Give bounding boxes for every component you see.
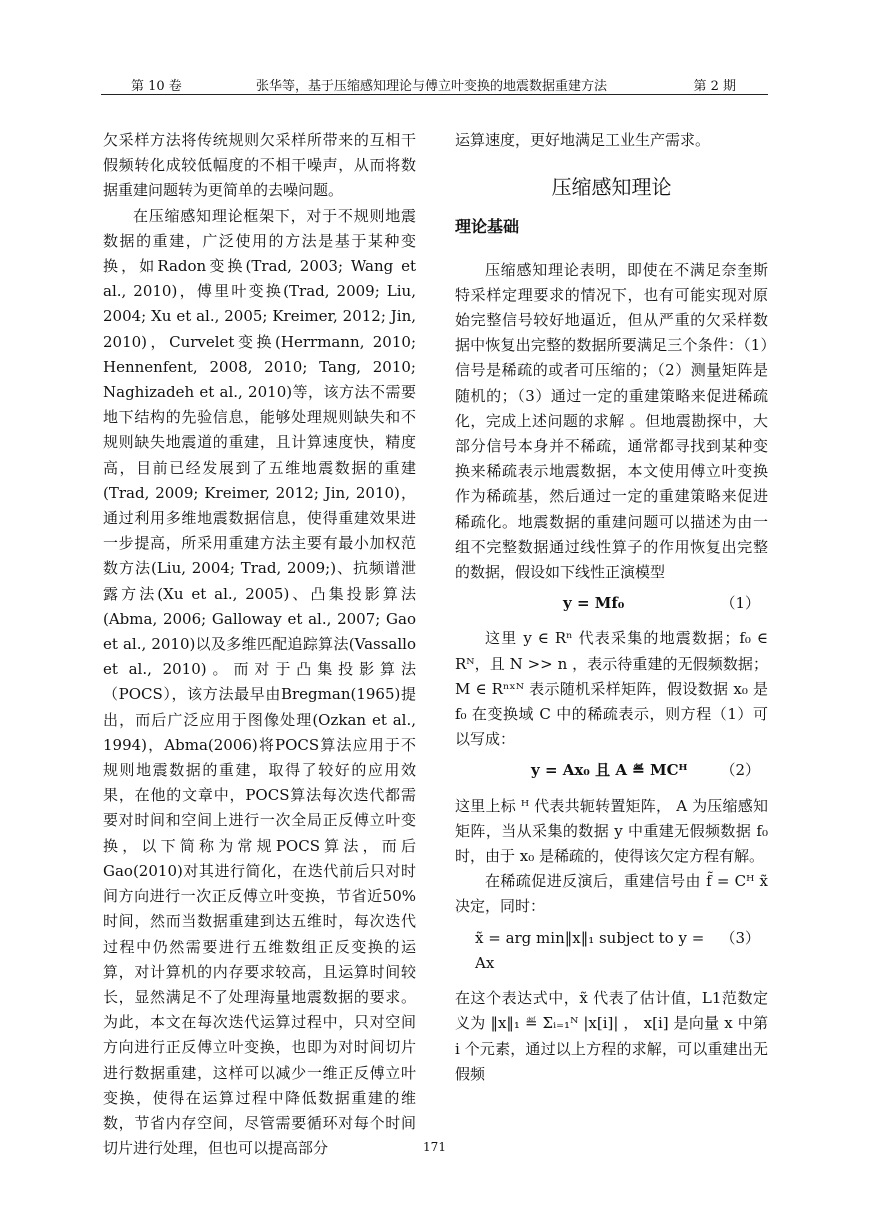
- paragraph: 在这个表达式中，x̃ 代表了估计值，L1范数定义为 ‖x‖₁ ≝ Σᵢ₌₁ᴺ |x[i]| ， x[i] 是向量 x 中第 i 个元素，通过以上方程的求解，可以重建出无假频: [455, 989, 768, 1083]
- running-title: 张华等，基于压缩感知理论与傅立叶变换的地震数据重建方法: [256, 79, 608, 94]
- paragraph: 欠采样方法将传统规则欠采样所带来的互相干假频转化成较低幅度的不相干噪声，从而将数据重建问题转为更简单的去噪问题。: [103, 131, 416, 200]
- subsection-title: 理论基础: [455, 217, 520, 237]
- equation-body: y = Ax₀ 且 A ≝ MCᴴ: [531, 761, 688, 780]
- left-column: [103, 128, 416, 1161]
- paragraph: 这里 y ∈ Rⁿ 代表采集的地震数据；f₀ ∈ Rᴺ，且 N >> n ，表示待重建的无假频数据；M ∈ Rⁿˣᴺ 表示随机采样矩阵，假设数据 x₀ 是 f₀ 在变换域 C 中的稀疏表示，则方程（1）可以写成：: [455, 629, 768, 749]
- paragraph: 压缩感知理论表明，即使在不满足奈奎斯特采样定理要求的情况下，也有可能实现对原始完整信号较好地逼近，但从严重的欠采样数据中恢复出完整的数据所要满足三个条件：（1）信号是稀疏的或者可压缩的；（2）测量矩阵是随机的；（3）通过一定的重建策略来促进稀疏化，完成上述问题的求解 。但地震勘探中，大部分信号本身并不稀疏，通常都寻找到某种变换来稀疏表示地震数据，本文使用傅立叶变换作为稀疏基，然后通过一定的重建策略来促进稀疏化。地震数据的重建问题可以描述为由一组不完整数据通过线性算子的作用恢复出完整的数据，假设如下线性正演模型: [455, 260, 768, 582]
- equation-number: （3）: [720, 928, 760, 947]
- equation-3: [455, 926, 768, 976]
- equation-body: y = Mf₀: [563, 594, 625, 613]
- paragraph: 在稀疏促进反演后，重建信号由 f̃ = Cᴴ x̃ 决定，同时：: [455, 872, 768, 916]
- page-number: 171: [423, 1140, 446, 1154]
- paragraph: 这里上标 ᴴ 代表共轭转置矩阵， A 为压缩感知矩阵，当从采集的数据 y 中重建无假频数据 f₀ 时，由于 x₀ 是稀疏的，使得该欠定方程有解。: [455, 796, 768, 866]
- paragraph: 运算速度，更好地满足工业生产需求。: [455, 131, 711, 149]
- equation-number: （1）: [720, 594, 760, 613]
- issue-label: 第 2 期: [693, 79, 736, 94]
- volume-label: 第 10 卷: [131, 79, 182, 94]
- running-header: [101, 72, 768, 95]
- equation-number: （2）: [720, 761, 760, 780]
- equation-2: [455, 758, 768, 783]
- right-column: [455, 128, 768, 1087]
- equation-body: x̃ = arg min‖x‖₁ subject to y = Ax: [475, 928, 705, 972]
- section-title: 压缩感知理论: [551, 175, 672, 200]
- equation-1: [455, 591, 768, 616]
- paragraph: 在压缩感知理论框架下，对于不规则地震数据的重建，广泛使用的方法是基于某种变换，如Radon变换(Trad, 2003; Wang et al., 2010)，傅里叶变换(Trad, 2009; Liu, 2004; Xu et al., 2005; Kreimer, 2012; Jin, 2010)，Curvelet变换(Herrmann, 2010; Hennenfent, 2008, 2010; Tang, 2010; Naghizadeh et al., 2010)等，该方法不需要地下结构的先验信息，能够处理规则缺失和不规则缺失地震道的重建，且计算速度快，精度高，目前已经发展到了五维地震数据的重建(Trad, 2009; Kreimer, 2012; Jin, 2010)，通过利用多维地震数据信息，使得重建效果进一步提高，所采用重建方法主要有最小加权范数方法(Liu, 2004; Trad, 2009;)、抗频谱泄露方法(Xu et al., 2005)、凸集投影算法(Abma, 2006; Galloway et al., 2007; Gao et al., 2010)以及多维匹配追踪算法(Vassallo et al., 2010)。而对于凸集投影算法（POCS），该方法最早由Bregman(1965)提出，而后广泛应用于图像处理(Ozkan et al., 1994)，Abma(2006)将POCS算法应用于不规则地震数据的重建，取得了较好的应用效果，在他的文章中，POCS算法每次迭代都需要对时间和空间上进行一次全局正反傅立叶变换，以下简称为常规POCS算法，而后Gao(2010)对其进行简化，在迭代前后只对时间方向进行一次正反傅立叶变换，节省近50%时间，然而当数据重建到达五维时，每次迭代过程中仍然需要进行五维数组正反变换的运算，对计算机的内存要求较高，且运算时间较长，显然满足不了处理海量地震数据的要求。为此，本文在每次迭代运算过程中，只对空间方向进行正反傅立叶变换，也即为对时间切片进行数据重建，这样可以减少一维正反傅立叶变换，使得在运算过程中降低数据重建的维数，节省内存空间，尽管需要循环对每个时间切片进行处理，但也可以提高部分: [103, 206, 416, 1158]
